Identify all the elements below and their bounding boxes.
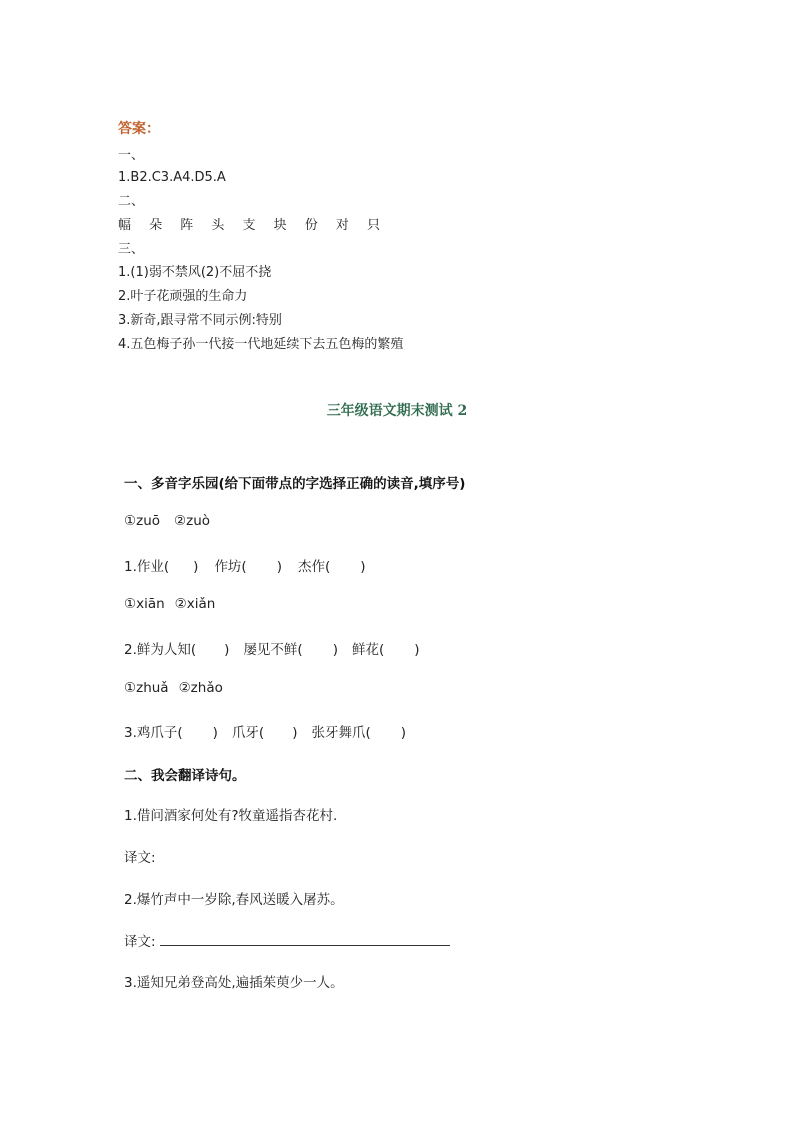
translation-line bbox=[124, 930, 450, 950]
pinyin-option: ①xiān bbox=[124, 596, 165, 612]
poem-question-1: 1.借问酒家何处有?牧童遥指杏花村. bbox=[124, 808, 338, 824]
question-text: ) bbox=[400, 725, 407, 741]
question-text: 屡见不鲜( bbox=[243, 642, 303, 658]
answers-section-2-label: 二、 bbox=[118, 194, 145, 209]
pinyin-option: ②zhǎo bbox=[178, 680, 223, 696]
answers-section-3-item: 3.新奇,跟寻常不同示例:特别 bbox=[118, 313, 282, 328]
question-text: 杰作( bbox=[298, 559, 331, 575]
question-text: ) bbox=[212, 725, 218, 741]
answers-section-3-item: 2.叶子花顽强的生命力 bbox=[118, 289, 248, 304]
question-line bbox=[124, 638, 420, 658]
question-text: ) bbox=[414, 642, 420, 658]
question-text: 张牙舞爪( bbox=[311, 725, 371, 741]
pinyin-option: ①zhuǎ bbox=[124, 680, 169, 696]
answers-section-3-item: 1.(1)弱不禁风(2)不屈不挠 bbox=[118, 265, 272, 280]
pinyin-options bbox=[124, 680, 223, 696]
pinyin-option: ①zuō bbox=[124, 513, 161, 529]
question-text: 作坊( bbox=[214, 559, 247, 575]
pinyin-option: ②xiǎn bbox=[174, 596, 216, 612]
pinyin-options bbox=[124, 513, 210, 529]
question-text: ) bbox=[224, 642, 230, 658]
pinyin-options bbox=[124, 596, 215, 612]
answers-title: 答案： bbox=[118, 121, 160, 137]
question-text: ) bbox=[193, 559, 199, 575]
question-text: ) bbox=[332, 642, 338, 658]
question-text: 1.作业( bbox=[124, 559, 170, 575]
question-text: ) bbox=[292, 725, 298, 741]
question-text: 鲜花( bbox=[352, 642, 385, 658]
question-text: 爪牙( bbox=[231, 725, 265, 741]
answers-section-3-label: 三、 bbox=[118, 242, 145, 257]
part1-heading: 一、多音字乐园(给下面带点的字选择正确的读音,填序号) bbox=[124, 476, 466, 492]
question-text: ) bbox=[276, 559, 282, 575]
document-title: 三年级语文期末测试 2 bbox=[326, 403, 468, 419]
question-line bbox=[124, 555, 366, 575]
translation-label: 译文: bbox=[124, 934, 156, 950]
answers-section-1-label: 一、 bbox=[118, 148, 145, 163]
question-text: 3.鸡爪子( bbox=[124, 725, 183, 741]
poem-question-3: 3.遥知兄弟登高处,遍插茱萸少一人。 bbox=[124, 975, 344, 991]
question-line bbox=[124, 721, 406, 741]
pinyin-option: ②zuò bbox=[174, 513, 211, 529]
part2-heading: 二、我会翻译诗句。 bbox=[124, 768, 246, 784]
translation-answer-blank[interactable] bbox=[160, 933, 450, 946]
answers-section-3-item: 4.五色梅子孙一代接一代地延续下去五色梅的繁殖 bbox=[118, 337, 404, 352]
question-text: 2.鲜为人知( bbox=[124, 642, 197, 658]
answers-section-2-answer: 幅 朵 阵 头 支 块 份 对 只 bbox=[118, 218, 388, 233]
answers-section-1-answer: 1.B2.C3.A4.D5.A bbox=[118, 170, 226, 185]
translation-label: 译文: bbox=[124, 850, 156, 866]
question-text: ) bbox=[360, 559, 366, 575]
poem-question-2: 2.爆竹声中一岁除,春风送暖入屠苏。 bbox=[124, 892, 344, 908]
